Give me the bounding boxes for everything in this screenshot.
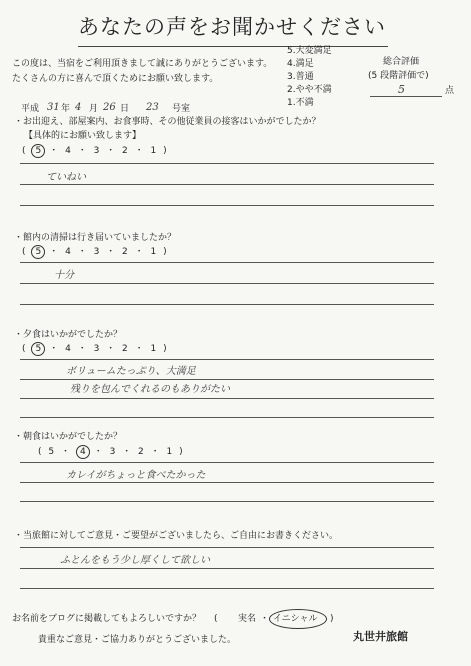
- q2-rating-1: 1: [150, 247, 159, 257]
- q2-rating: ( 5 ・ 4 ・ 3 ・ 2 ・ 1 ): [22, 247, 169, 257]
- overall-value: 5: [398, 83, 405, 96]
- stay-month: 4: [75, 102, 82, 113]
- q4-rule-3: [20, 501, 434, 502]
- q1-note: 【具体的にお願い致します】: [24, 131, 142, 141]
- q4-rating-3: 3: [109, 447, 118, 457]
- overall-title: 総合評価: [383, 57, 420, 67]
- q5-comment: ふとんをもう少し厚くして欲しい: [60, 555, 210, 566]
- stay-room: 23: [146, 102, 159, 113]
- q3-rule-1: [20, 359, 434, 360]
- q3-rating-4: 4: [65, 344, 73, 354]
- q4-rule-1: [20, 462, 434, 463]
- scale-item-4: 4.満足: [287, 59, 314, 69]
- q5-question: ・当旅館に対してご意見・ご要望がございましたら、ご自由にお書きください。: [14, 531, 339, 541]
- stay-month-unit: 月: [89, 104, 99, 114]
- q1-rating-4: 4: [65, 146, 73, 156]
- q1-rating-2: 2: [122, 146, 130, 156]
- q3-rule-2: [20, 379, 434, 380]
- q3-rule-4: [20, 417, 434, 418]
- q3-rating-1: 1: [150, 344, 159, 354]
- q2-question: ・館内の清掃は行き届いていましたか？: [14, 233, 177, 243]
- q4-rating-5: 5: [48, 447, 57, 457]
- q5-rule-3: [20, 588, 434, 589]
- overall-subtitle: (5 段階評価で): [368, 71, 429, 81]
- q1-rule-1: [20, 163, 434, 164]
- q1-rating-5: 5: [31, 144, 45, 158]
- q3-rating-3: 3: [93, 344, 102, 354]
- q1-rule-2: [20, 184, 434, 185]
- q1-rating-3: 3: [93, 146, 102, 156]
- q4-rating-1: 1: [166, 447, 175, 457]
- q5-rule-1: [20, 547, 434, 548]
- q2-rating-5: 5: [31, 245, 45, 259]
- q2-rating-4: 4: [65, 247, 73, 257]
- scale-item-2: 2.やや不満: [287, 85, 332, 95]
- stay-room-unit: 号室: [172, 104, 191, 114]
- stay-era: 平成: [21, 104, 40, 114]
- scale-item-3: 3.普通: [287, 72, 314, 82]
- scale-item-1: 1.不満: [287, 98, 314, 108]
- stay-year: 31: [47, 102, 60, 113]
- scale-item-5: 5.大変満足: [287, 46, 332, 56]
- q4-rating: ( 5 ・ 4 ・ 3 ・ 2 ・ 1 ): [38, 447, 185, 457]
- q4-rule-2: [20, 482, 434, 483]
- stay-day: 26: [103, 102, 116, 113]
- q3-comment-line-1: ボリュームたっぷり、大満足: [66, 366, 196, 377]
- q1-question: ・お出迎え、部屋案内、お食事時、その他従業員の接客はいかがでしたか？: [14, 117, 321, 127]
- blog-paren-close: ): [330, 614, 334, 624]
- q3-question: ・夕食はいかがでしたか？: [14, 330, 123, 340]
- q5-rule-2: [20, 568, 434, 569]
- q4-rating-2: 2: [138, 447, 146, 457]
- inn-name: 丸世井旅館: [353, 630, 408, 643]
- q2-rule-1: [20, 262, 434, 263]
- stay-day-unit: 日: [120, 104, 130, 114]
- q1-rating-1: 1: [150, 146, 159, 156]
- overall-unit: 点: [445, 86, 455, 96]
- intro-line-1: この度は、当宿をご利用頂きまして誠にありがとうございます。: [12, 59, 273, 69]
- blog-option-dot: ・: [260, 614, 270, 624]
- q3-rating-2: 2: [122, 344, 130, 354]
- q4-rating-4: 4: [76, 445, 90, 459]
- page-title: あなたの声をお聞かせください: [78, 8, 388, 47]
- q1-rule-3: [20, 205, 434, 206]
- q4-question: ・朝食はいかがでしたか？: [14, 432, 123, 442]
- q3-rule-3: [20, 398, 434, 399]
- thanks-line: 貴重なご意見・ご協力ありがとうございました。: [38, 635, 237, 645]
- q1-comment: ていねい: [46, 172, 86, 183]
- q3-rating: ( 5 ・ 4 ・ 3 ・ 2 ・ 1 ): [22, 344, 169, 354]
- blog-paren-open: (: [214, 614, 218, 624]
- q2-rule-3: [20, 304, 434, 305]
- q1-rating: ( 5 ・ 4 ・ 3 ・ 2 ・ 1 ): [22, 146, 169, 156]
- q2-comment: 十分: [54, 270, 74, 281]
- intro-line-2: たくさんの方に喜んで頂くためにお願い致します。: [12, 74, 219, 84]
- q2-rating-3: 3: [93, 247, 102, 257]
- blog-question: お名前をブログに掲載してもよろしいですか？: [12, 614, 202, 624]
- q3-rating-5: 5: [31, 342, 45, 356]
- blog-option-real-name: 実名: [238, 614, 257, 624]
- stay-year-unit: 年: [61, 104, 71, 114]
- q2-rule-2: [20, 283, 434, 284]
- q3-comment-line-2: 残りを包んでくれるのもありがたい: [70, 384, 230, 395]
- overall-underline: [370, 96, 442, 97]
- blog-option-initial: イニシャル: [273, 614, 318, 624]
- q4-comment: カレイがちょっと食べたかった: [66, 470, 206, 481]
- q2-rating-2: 2: [122, 247, 130, 257]
